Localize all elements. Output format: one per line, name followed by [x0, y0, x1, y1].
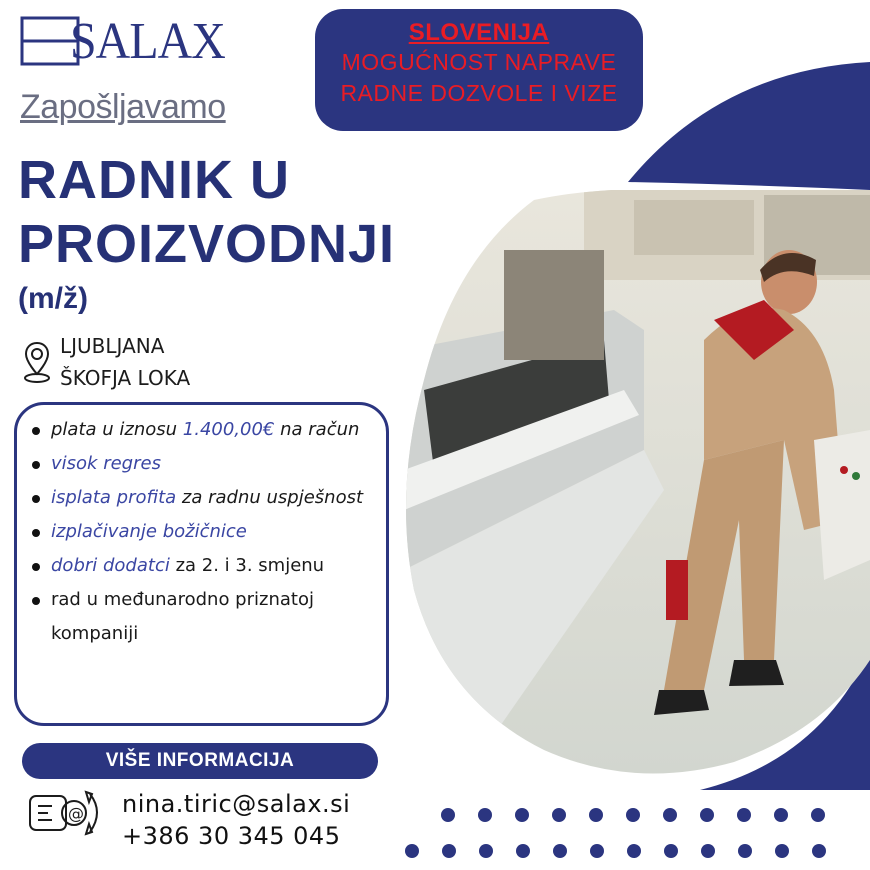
decorative-dot	[664, 844, 678, 858]
benefit-regres	[29, 447, 374, 481]
decorative-dot	[812, 844, 826, 858]
benefit-shift-hl: dobri dodatci	[51, 555, 170, 576]
benefit-salary-pre: plata u iznosu	[51, 419, 183, 440]
location-ljubljana: LJUBLJANA	[60, 334, 165, 358]
decorative-dot	[775, 844, 789, 858]
benefits-list	[17, 405, 386, 651]
benefit-christmas	[29, 515, 374, 549]
dot-pattern	[400, 800, 870, 870]
benefit-company	[29, 583, 374, 651]
decorative-dot	[405, 844, 419, 858]
more-info-button[interactable]: VIŠE INFORMACIJA	[22, 743, 378, 779]
benefits-box	[14, 402, 389, 726]
benefit-salary-post: na račun	[274, 419, 360, 440]
decorative-dot	[441, 808, 455, 822]
benefit-profit	[29, 481, 374, 515]
gender-note: (m/ž)	[18, 282, 88, 315]
work-permit-badge	[315, 9, 643, 131]
location-pin-icon	[22, 340, 52, 384]
navy-arc-top	[628, 62, 870, 190]
benefit-salary	[29, 413, 374, 447]
svg-text:@: @	[68, 804, 84, 823]
benefit-christmas-text: izplačivanje božičnice	[51, 521, 247, 542]
factory-worker-photo	[404, 190, 870, 778]
decorative-dot	[478, 808, 492, 822]
decorative-dot	[626, 808, 640, 822]
decorative-dot	[700, 808, 714, 822]
badge-line-1: MOGUĆNOST NAPRAVE	[341, 49, 617, 75]
contact-phone[interactable]: +386 30 345 045	[122, 822, 341, 850]
benefit-company-text: rad u međunarodno priznatoj kompaniji	[51, 589, 314, 644]
badge-country: SLOVENIJA	[408, 19, 550, 46]
decorative-dot	[738, 844, 752, 858]
job-title-line-1: RADNIK U	[18, 150, 290, 210]
benefit-salary-amount: 1.400,00€	[182, 419, 275, 440]
decorative-dot	[701, 844, 715, 858]
benefit-regres-text: visok regres	[51, 453, 161, 474]
badge-line-2: RADNE DOZVOLE I VIZE	[340, 80, 618, 106]
decorative-dot	[516, 844, 530, 858]
decorative-dot	[737, 808, 751, 822]
decorative-dot	[479, 844, 493, 858]
decorative-dot	[515, 808, 529, 822]
decorative-dot	[589, 808, 603, 822]
decorative-dot	[811, 808, 825, 822]
job-title-line-2: PROIZVODNJI	[18, 214, 396, 274]
decorative-dot	[553, 844, 567, 858]
decorative-dot	[774, 808, 788, 822]
benefit-shift	[29, 549, 374, 583]
decorative-dot	[627, 844, 641, 858]
decorative-dot	[663, 808, 677, 822]
logo-text: SALAX	[70, 13, 225, 70]
decorative-dot	[552, 808, 566, 822]
email-phone-icon	[28, 788, 106, 838]
decorative-dot	[442, 844, 456, 858]
contact-email[interactable]: nina.tiric@salax.si	[122, 790, 351, 818]
hiring-label: Zapošljavamo	[20, 88, 226, 126]
salax-logo	[20, 12, 225, 68]
job-title	[18, 148, 395, 276]
benefit-shift-post: za 2. i 3. smjenu	[169, 555, 325, 576]
decorative-dot	[590, 844, 604, 858]
benefit-profit-post: za radnu uspješnost	[176, 487, 364, 508]
benefit-profit-hl: isplata profita	[51, 487, 177, 508]
location-skofja-loka: ŠKOFJA LOKA	[60, 366, 191, 390]
